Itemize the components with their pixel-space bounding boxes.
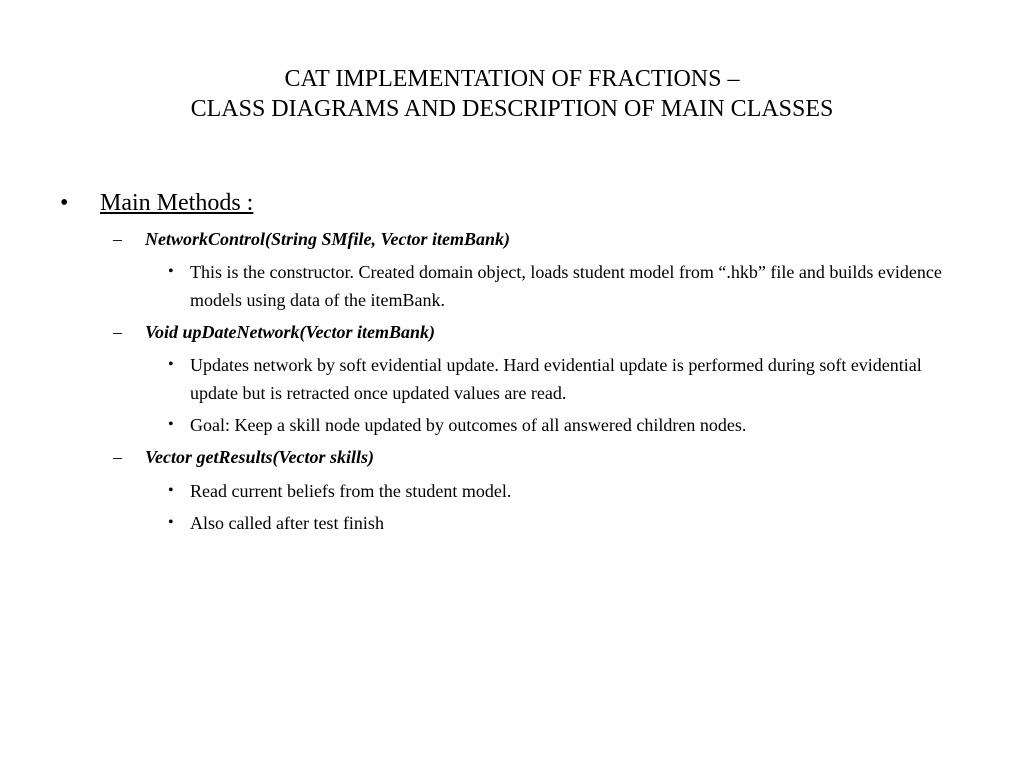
method-signature: NetworkControl(String SMfile, Vector itemBank) [145,229,511,249]
method-signature: Vector getResults(Vector skills) [145,447,374,467]
slide-title-line-1: CAT IMPLEMENTATION OF FRACTIONS – [284,66,740,92]
sub-bullet-icon: • [168,416,174,433]
dash-icon: – [113,447,122,467]
sub-bullet-icon: • [168,482,174,499]
method-point-text: This is the constructor. Created domain object, loads student model from “.hkb” file and builds evidence models using data of the itemBank. [190,262,942,310]
method-point-text: Goal: Keep a skill node updated by outcomes of all answered children nodes. [190,415,747,435]
dash-icon: – [113,322,122,342]
sub-bullet-icon: • [168,356,174,373]
bullet-icon: • [60,190,69,216]
method-point-text: Updates network by soft evidential update. Hard evidential update is performed during soft evidential update but is retracted once updated values are read. [190,355,922,403]
sub-bullet-icon: • [168,514,174,531]
slide-title-line-2: CLASS DIAGRAMS AND DESCRIPTION OF MAIN CLASSES [190,96,834,122]
method-point-text: Read current beliefs from the student model. [190,481,512,501]
method-point-text: Also called after test finish [190,513,384,533]
method-signature: Void upDateNetwork(Vector itemBank) [145,322,436,342]
dash-icon: – [113,229,122,249]
main-methods-heading: Main Methods : [100,190,254,216]
sub-bullet-icon: • [168,263,174,280]
